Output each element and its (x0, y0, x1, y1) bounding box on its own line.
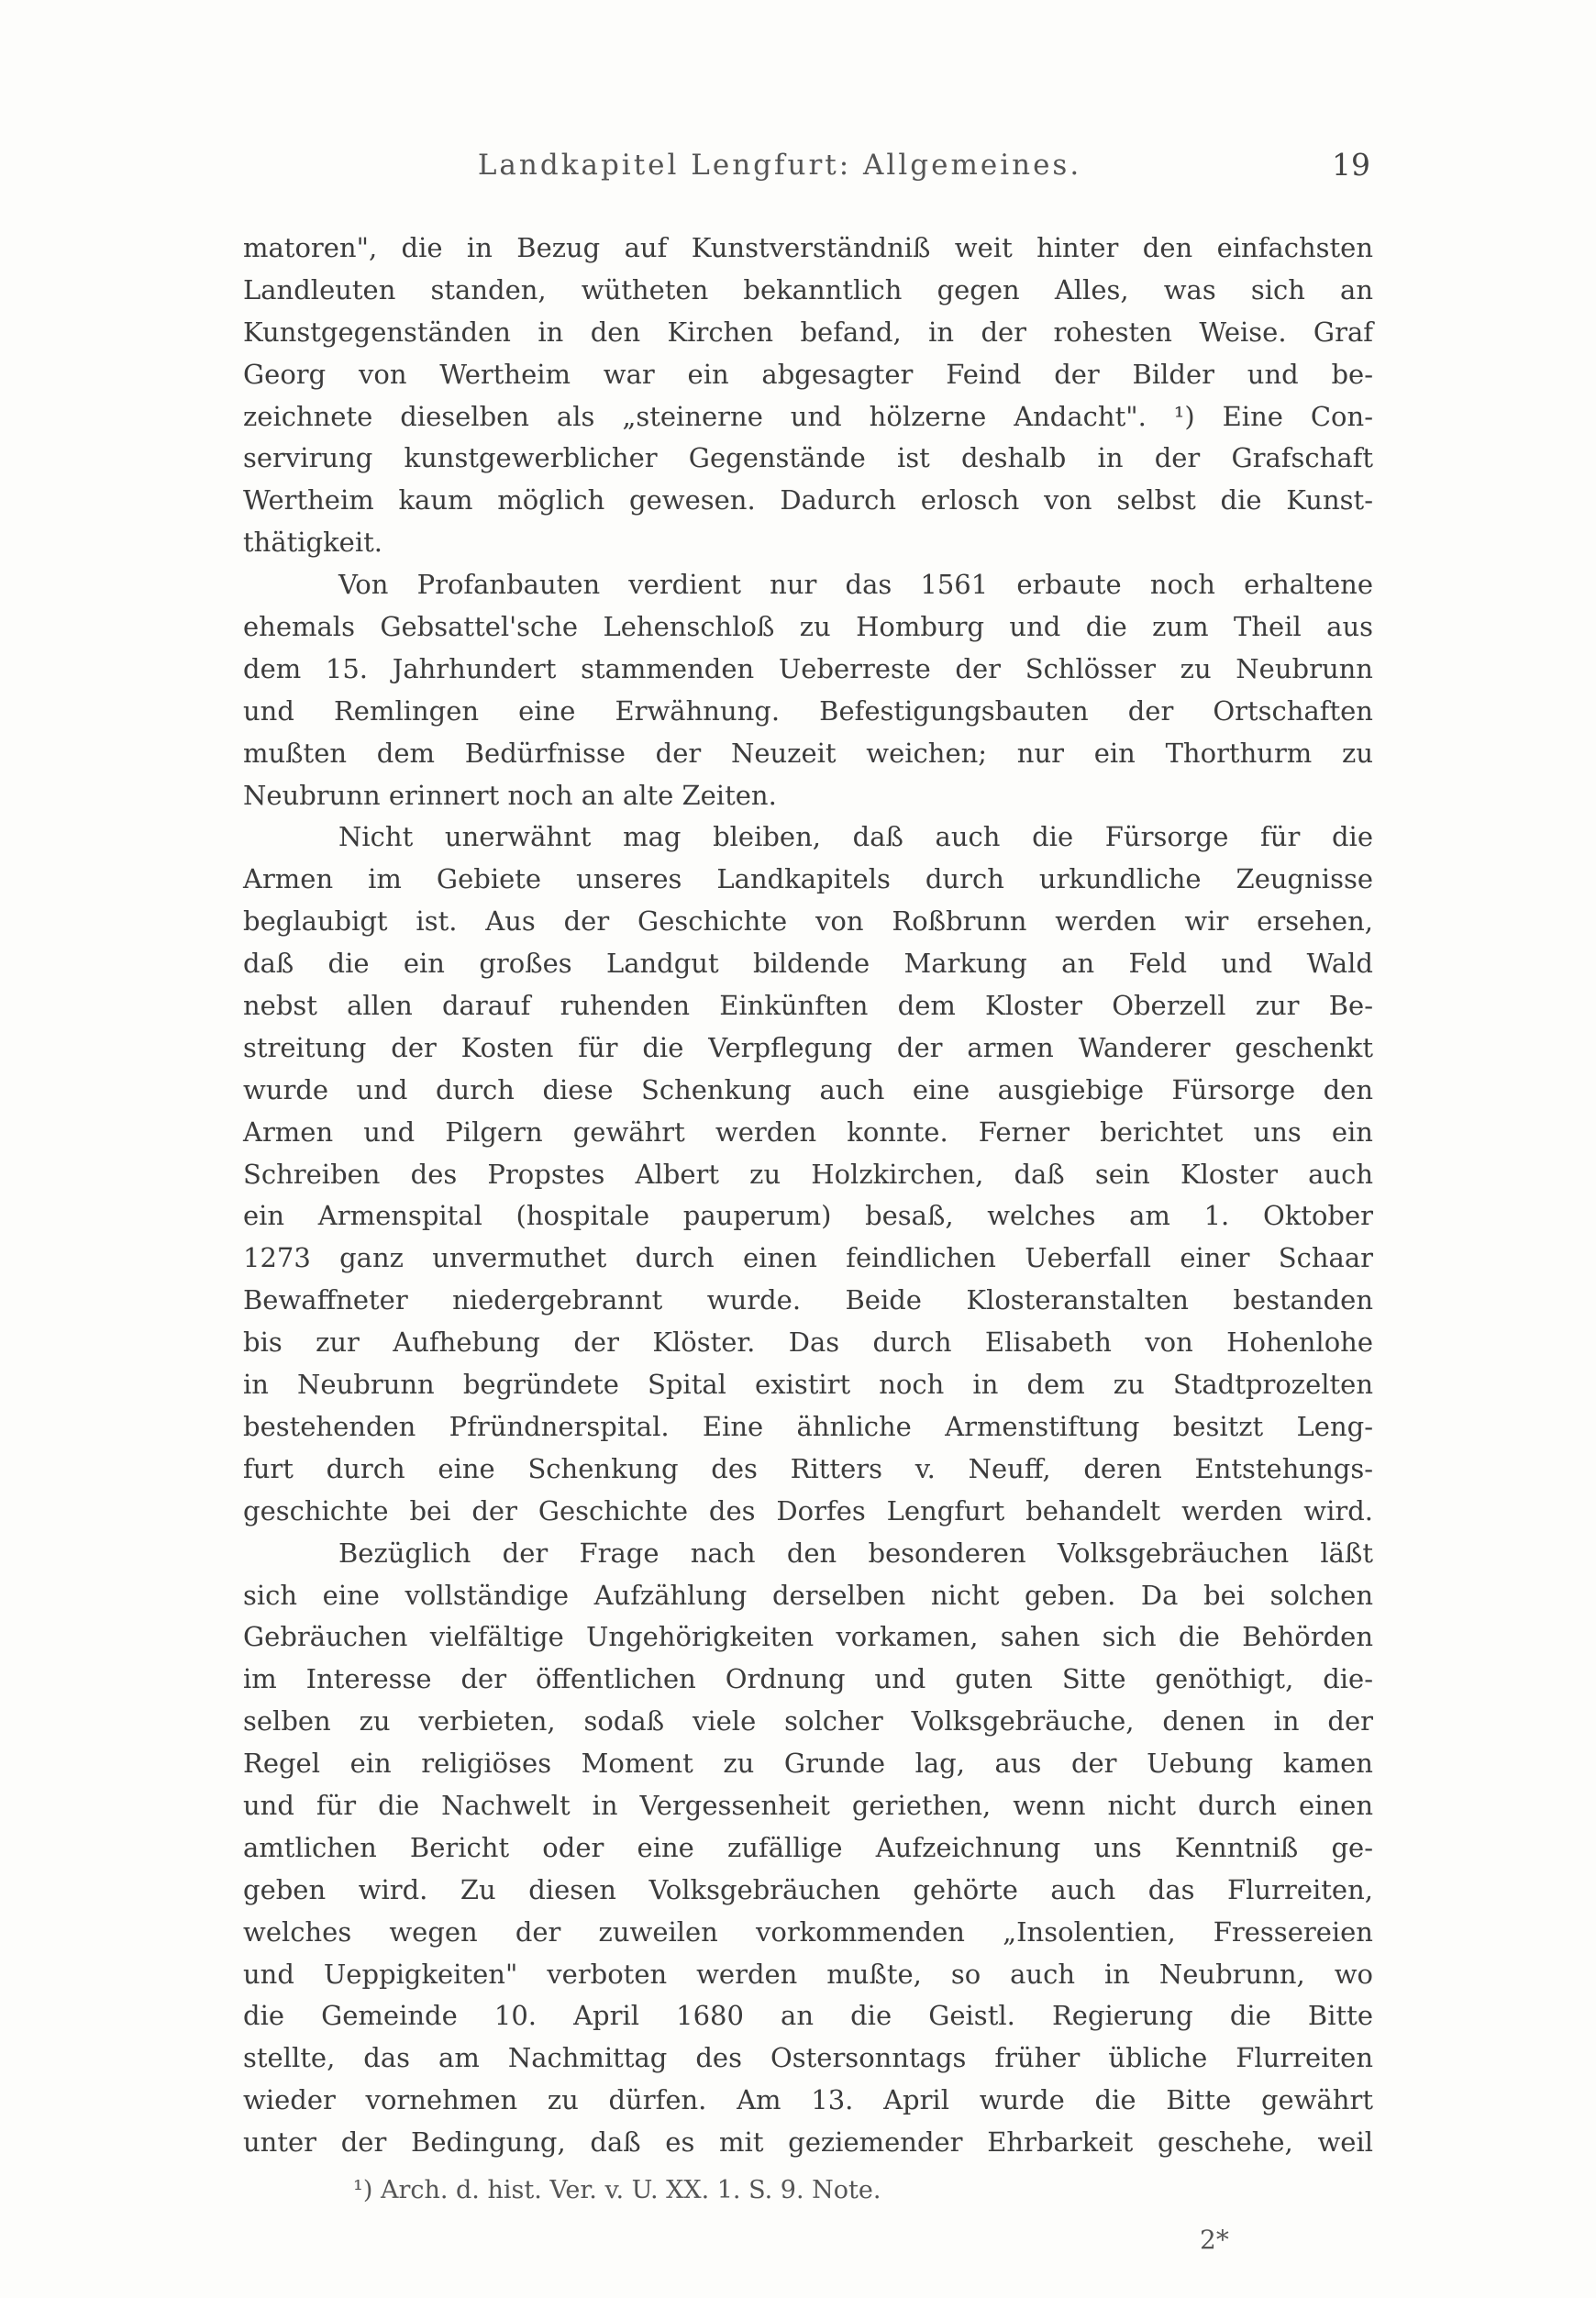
text-line: dem 15. Jahrhundert stammenden Ueberreste der Schlösser zu Neubrunn (243, 652, 1373, 684)
text-line: zeichnete dieselben als „steinerne und hölzerne Andacht". ¹) Eine Con- (243, 400, 1373, 432)
text-line: im Interesse der öffentlichen Ordnung und guten Sitte genöthigt, die- (243, 1663, 1373, 1695)
text-line: Nicht unerwähnt mag bleiben, daß auch die Fürsorge für die (338, 821, 1373, 853)
text-line: streitung der Kosten für die Verpflegung der armen Wanderer geschenkt (243, 1031, 1373, 1063)
text-line: ein Armenspital (hospitale pauperum) besaß, welches am 1. Oktober (243, 1200, 1373, 1232)
text-line: Von Profanbauten verdient nur das 1561 erbaute noch erhaltene (338, 569, 1373, 601)
text-line: Neubrunn erinnert noch an alte Zeiten. (243, 779, 777, 811)
text-line: servirung kunstgewerblicher Gegenstände ist deshalb in der Grafschaft (243, 442, 1373, 474)
text-line: und für die Nachwelt in Vergessenheit geriethen, wenn nicht durch einen (243, 1789, 1373, 1821)
text-line: ehemals Gebsattel'sche Lehenschloß zu Homburg und die zum Theil aus (243, 611, 1373, 643)
text-line: Bezüglich der Frage nach den besonderen Volksgebräuchen läßt (338, 1537, 1373, 1569)
text-line: selben zu verbieten, sodaß viele solcher Volksgebräuche, denen in der (243, 1705, 1373, 1737)
text-line: Schreiben des Propstes Albert zu Holzkirchen, daß sein Kloster auch (243, 1158, 1373, 1190)
signature-mark: 2* (1200, 2225, 1229, 2255)
text-line: geschichte bei der Geschichte des Dorfes Lengfurt behandelt werden wird. (243, 1494, 1373, 1526)
text-line: mußten dem Bedürfnisse der Neuzeit weichen; nur ein Thorthurm zu (243, 737, 1373, 769)
text-line: Wertheim kaum möglich gewesen. Dadurch erlosch von selbst die Kunst- (243, 484, 1373, 516)
text-line: bis zur Aufhebung der Klöster. Das durch Elisabeth von Hohenlohe (243, 1327, 1373, 1359)
text-line: die Gemeinde 10. April 1680 an die Geistl. Regierung die Bitte (243, 2000, 1373, 2032)
text-line: und Remlingen eine Erwähnung. Befestigungsbauten der Ortschaften (243, 694, 1373, 727)
page-number: 19 (1332, 147, 1370, 183)
text-line: welches wegen der zuweilen vorkommenden „Insolentien, Fressereien (243, 1915, 1373, 1948)
text-line: in Neubrunn begründete Spital existirt noch in dem zu Stadtprozelten (243, 1369, 1373, 1401)
text-line: stellte, das am Nachmittag des Ostersonntags früher übliche Flurreiten (243, 2042, 1373, 2074)
text-line: und Ueppigkeiten" verboten werden mußte, so auch in Neubrunn, wo (243, 1958, 1373, 1990)
text-line: wurde und durch diese Schenkung auch eine ausgiebige Fürsorge den (243, 1073, 1373, 1105)
text-line: Armen und Pilgern gewährt werden konnte. Ferner berichtet uns ein (243, 1116, 1373, 1148)
text-line: amtlichen Bericht oder eine zufällige Aufzeichnung uns Kenntniß ge- (243, 1831, 1373, 1863)
footnote: ¹) Arch. d. hist. Ver. v. U. XX. 1. S. 9. Note. (353, 2176, 881, 2204)
text-line: Landleuten standen, wütheten bekanntlich gegen Alles, was sich an (243, 273, 1373, 305)
text-line: bestehenden Pfründnerspital. Eine ähnliche Armenstiftung besitzt Leng- (243, 1410, 1373, 1442)
text-line: Bewaffneter niedergebrannt wurde. Beide Klosteranstalten bestanden (243, 1284, 1373, 1316)
body-text (243, 228, 1373, 2164)
text-line: unter der Bedingung, daß es mit geziemender Ehrbarkeit geschehe, weil (243, 2126, 1373, 2159)
running-head: Landkapitel Lengfurt: Allgemeines. (477, 149, 1082, 182)
text-line: sich eine vollständige Aufzählung derselben nicht geben. Da bei solchen (243, 1579, 1373, 1611)
text-line: furt durch eine Schenkung des Ritters v. Neuff, deren Entstehungs- (243, 1452, 1373, 1484)
text-line: matoren", die in Bezug auf Kunstverständniß weit hinter den einfachsten (243, 232, 1373, 263)
text-line: beglaubigt ist. Aus der Geschichte von Roßbrunn werden wir ersehen, (243, 905, 1373, 938)
text-line: Armen im Gebiete unseres Landkapitels durch urkundliche Zeugnisse (243, 863, 1373, 895)
text-line: daß die ein großes Landgut bildende Markung an Feld und Wald (243, 948, 1373, 980)
text-line: geben wird. Zu diesen Volksgebräuchen gehörte auch das Flurreiten, (243, 1873, 1373, 1905)
text-line: Georg von Wertheim war ein abgesagter Feind der Bilder und be- (243, 358, 1373, 390)
text-line: nebst allen darauf ruhenden Einkünften dem Kloster Oberzell zur Be- (243, 990, 1373, 1022)
text-line: Regel ein religiöses Moment zu Grunde lag, aus der Uebung kamen (243, 1748, 1373, 1780)
text-line: thätigkeit. (243, 527, 382, 559)
text-line: Kunstgegenständen in den Kirchen befand, in der rohesten Weise. Graf (243, 316, 1373, 348)
text-line: wieder vornehmen zu dürfen. Am 13. April wurde die Bitte gewährt (243, 2084, 1373, 2116)
text-line: 1273 ganz unvermuthet durch einen feindlichen Ueberfall einer Schaar (243, 1242, 1373, 1274)
text-line: Gebräuchen vielfältige Ungehörigkeiten vorkamen, sahen sich die Behörden (243, 1621, 1373, 1653)
